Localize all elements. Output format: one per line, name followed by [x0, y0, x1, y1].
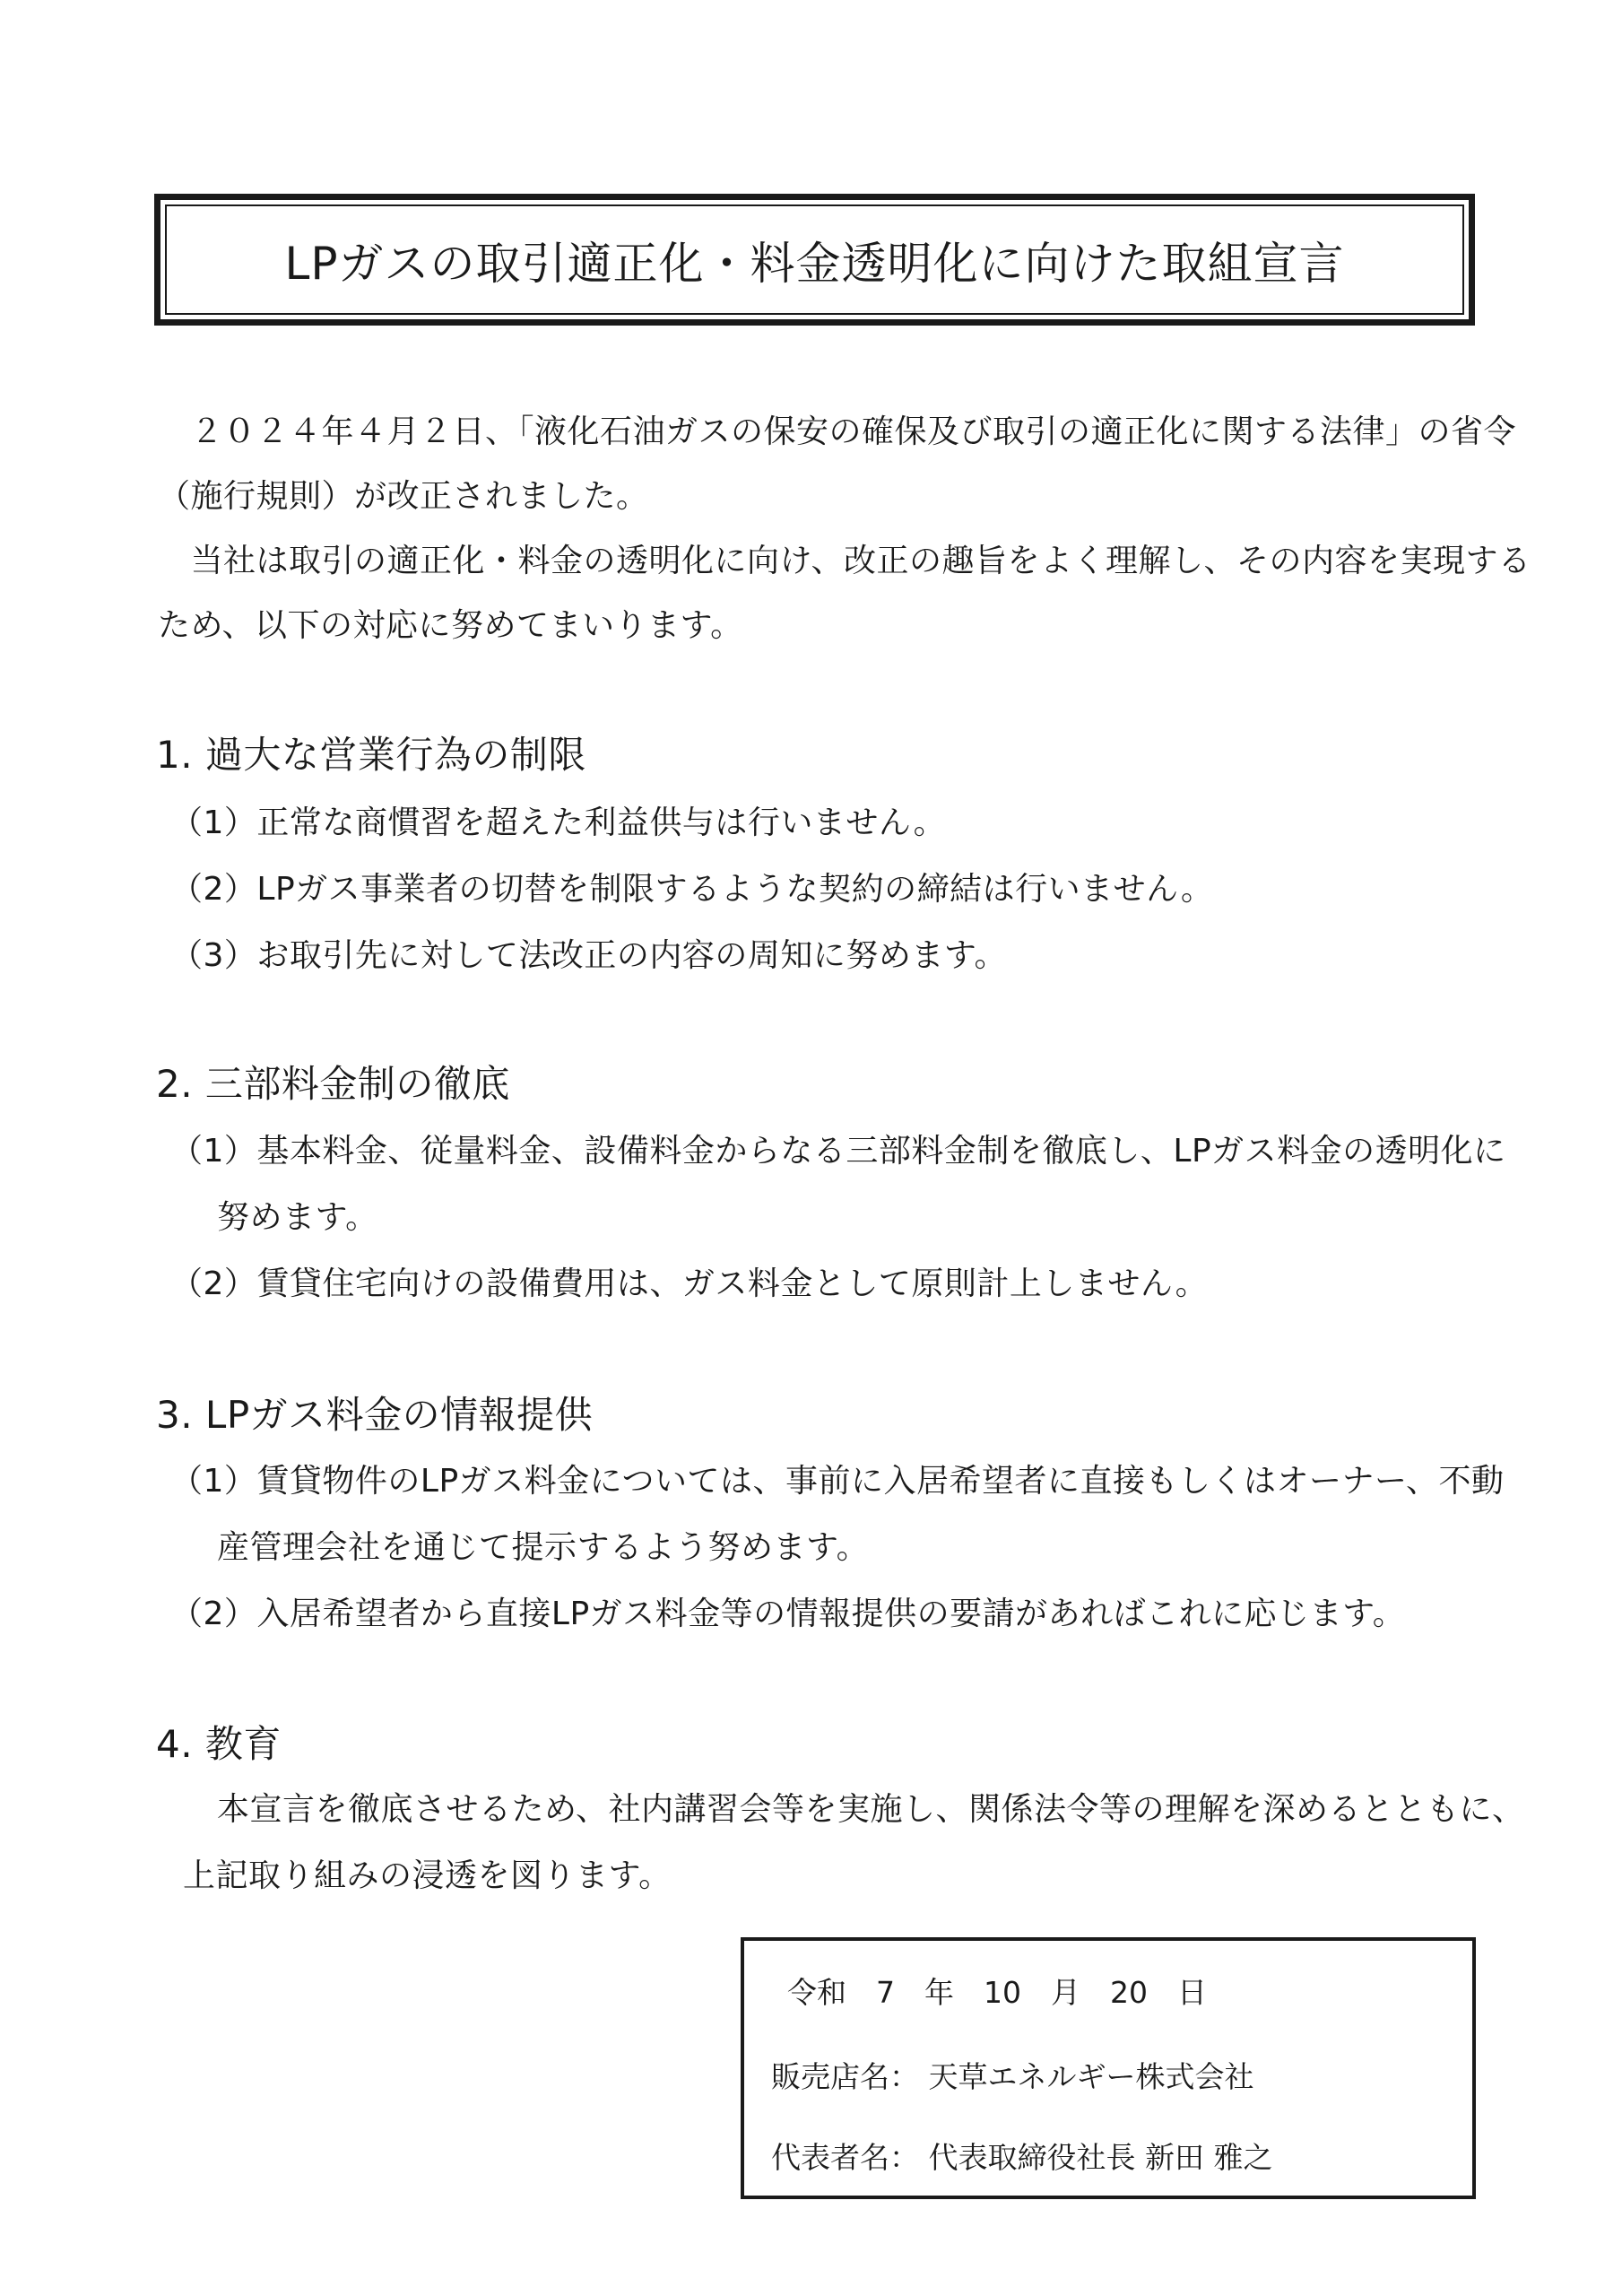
title-frame [154, 194, 1475, 326]
page-title: LPガスの取引適正化・料金透明化に向けた取組宣言 [284, 237, 1345, 290]
section-item: （2）賃貸住宅向けの設備費用は、ガス料金として原則計上しません。 [170, 1265, 1209, 1302]
section-item: （1）正常な商慣習を超えた利益供与は行いません。 [170, 804, 947, 841]
section-item: （1）基本料金、従量料金、設備料金からなる三部料金制を徹底し、LPガス料金の透明化に [170, 1133, 1506, 1170]
signature-box [741, 1937, 1476, 2199]
section-item: （3）お取引先に対して法改正の内容の周知に努めます。 [170, 937, 1008, 974]
intro-line: （施行規則）が改正されました。 [158, 478, 649, 515]
section-item: 本宣言を徹底させるため、社内講習会等を実施し、関係法令等の理解を深めるとともに、 [217, 1791, 1525, 1828]
signature-date: 令和 7 年 10 月 20 日 [787, 1975, 1207, 2010]
section-heading: 4. 教育 [156, 1722, 282, 1766]
intro-line: ２０２４年４月２日、「液化石油ガスの保安の確保及び取引の適正化に関する法律」の省令 [158, 413, 1517, 450]
section-item: 産管理会社を通じて提示するよう努めます。 [217, 1529, 870, 1566]
section-item: （2）入居希望者から直接LPガス料金等の情報提供の要請があればこれに応じます。 [170, 1596, 1406, 1632]
intro-line: ため、以下の対応に努めてまいります。 [158, 607, 743, 644]
section-heading: 2. 三部料金制の徹底 [156, 1062, 510, 1106]
section-item: 努めます。 [217, 1199, 378, 1236]
intro-line: 当社は取引の適正化・料金の透明化に向け、改正の趣旨をよく理解し、その内容を実現する [158, 543, 1531, 579]
section-heading: 1. 過大な営業行為の制限 [156, 733, 586, 777]
section-heading: 3. LPガス料金の情報提供 [156, 1393, 594, 1437]
signature-store: 販売店名： 天草エネルギー株式会社 [771, 2059, 1254, 2094]
signature-representative: 代表者名： 代表取締役社長 新田 雅之 [771, 2140, 1273, 2175]
section-item: （1）賃貸物件のLPガス料金については、事前に入居希望者に直接もしくはオーナー、不動 [170, 1463, 1505, 1500]
title-frame-inner [165, 204, 1464, 315]
section-item: （2）LPガス事業者の切替を制限するような契約の締結は行いません。 [170, 871, 1214, 908]
section-item: 上記取り組みの浸透を図ります。 [183, 1857, 672, 1894]
